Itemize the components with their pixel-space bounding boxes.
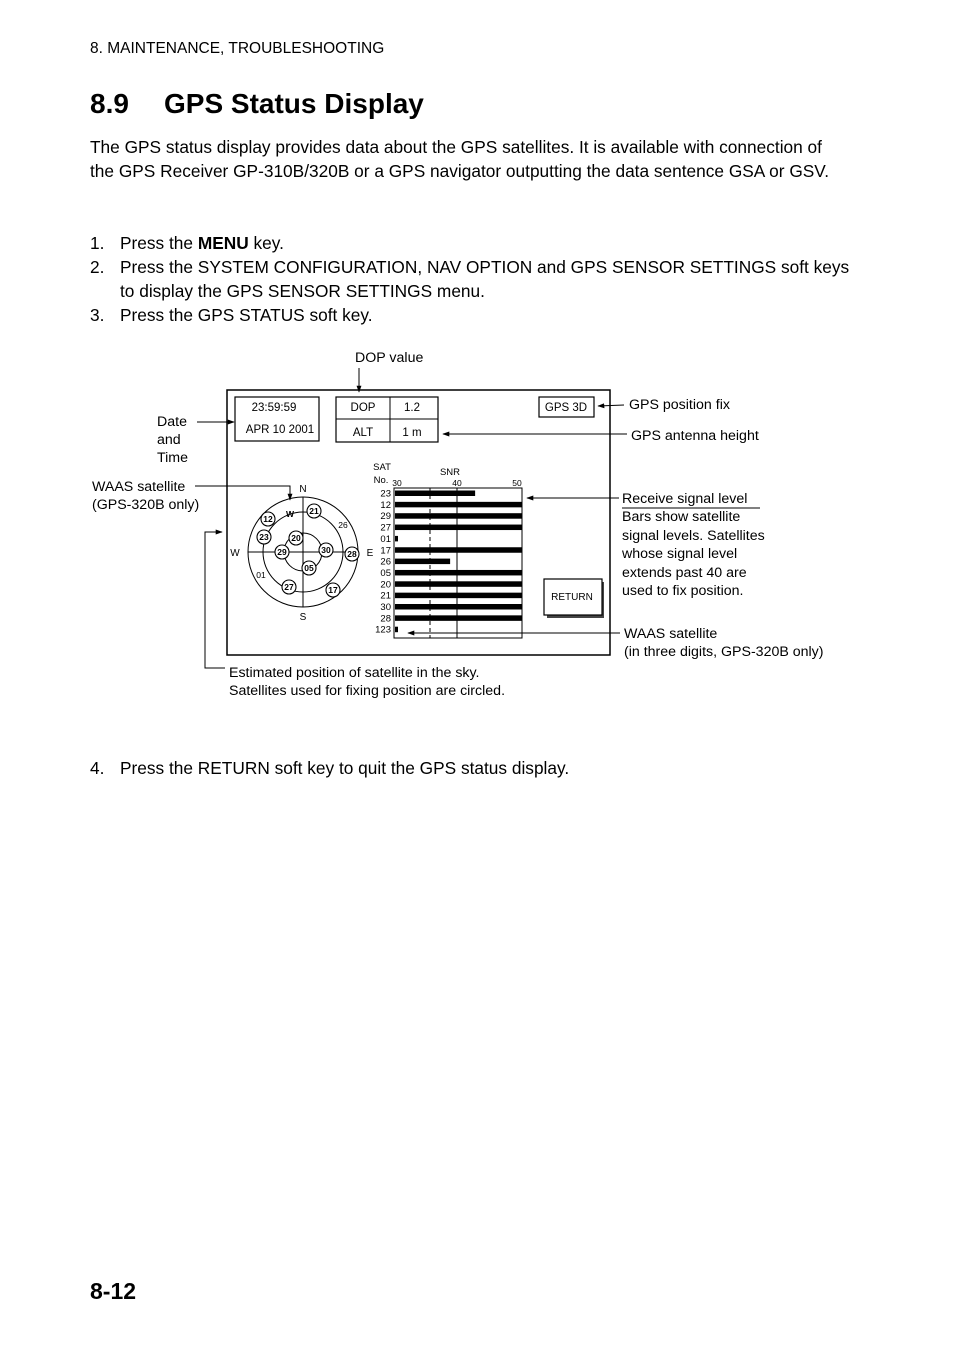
snr-bar: [395, 593, 522, 599]
satellite-id: 27: [284, 582, 294, 592]
snr-sat-label: 123: [375, 624, 391, 636]
sky-satellite: [261, 512, 275, 526]
satellite-id: 30: [321, 545, 331, 555]
callout-sky-2: Satellites used for fixing position are circled.: [229, 683, 506, 699]
satellite-id: 26: [338, 520, 348, 530]
sky-satellite: [307, 504, 321, 518]
snr-bar: [395, 491, 475, 497]
snr-sat-label: 30: [380, 602, 391, 613]
sky-satellite: [257, 530, 271, 544]
step-1: 1. Press the MENU key.: [90, 233, 284, 253]
snr-sat-label: 21: [380, 590, 391, 602]
date-readout: APR 10 2001: [245, 424, 315, 436]
compass-e: E: [366, 548, 374, 559]
sky-satellite: [275, 545, 289, 559]
callout-fix: GPS position fix: [629, 397, 730, 413]
snr-bar: [395, 627, 398, 633]
return-button-label: RETURN: [551, 592, 593, 603]
sat-header-1: SAT: [373, 462, 391, 473]
compass-s: S: [299, 612, 307, 623]
satellite-id: 23: [259, 532, 269, 542]
callout-antenna: GPS antenna height: [631, 428, 759, 444]
snr-sat-label: 26: [380, 556, 391, 568]
satellite-id: 28: [347, 549, 357, 559]
snr-bar: [395, 581, 522, 587]
snr-sat-label: 27: [380, 522, 391, 534]
alt-label: ALT: [352, 427, 374, 439]
compass-n: N: [299, 484, 307, 495]
satellite-id: 12: [263, 514, 273, 524]
dop-label: DOP: [350, 402, 376, 414]
satellite-id: 20: [291, 533, 301, 543]
callout-signal-1: Bars show satellite: [622, 509, 741, 525]
callout-signal-title: Receive signal level: [622, 491, 748, 507]
satellite-id: 05: [304, 563, 314, 573]
sky-satellite: [319, 543, 333, 557]
snr-label: SNR: [439, 467, 461, 478]
section-number: 8.9: [90, 88, 129, 119]
callout-waas-bottom-2: (in three digits, GPS-320B only): [624, 644, 824, 660]
snr-bar: [395, 547, 522, 553]
sky-satellite: [282, 580, 296, 594]
snr-bar: [395, 615, 522, 621]
sky-satellite: [338, 520, 348, 530]
dop-value: 1.2: [404, 402, 420, 414]
callout-signal-5: used to fix position.: [622, 583, 744, 599]
section-title-text: GPS Status Display: [164, 88, 424, 119]
page-number: 8-12: [90, 1278, 137, 1304]
snr-sat-label: 05: [380, 567, 391, 579]
sky-satellite: [256, 570, 266, 580]
satellite-id: 29: [277, 547, 287, 557]
callout-waas-bottom-1: WAAS satellite: [624, 626, 718, 642]
sky-satellite: [302, 561, 316, 575]
sky-satellite: [326, 583, 340, 597]
snr-sat-label: 12: [380, 499, 391, 511]
snr-sat-label: 01: [380, 533, 391, 545]
snr-bar: [395, 536, 398, 542]
callout-date-1: Date: [157, 414, 187, 430]
snr-bar: [395, 502, 522, 508]
satellite-id: 17: [328, 585, 338, 595]
callout-date-2: and: [157, 432, 181, 448]
snr-sat-label: 20: [380, 579, 391, 591]
sky-satellite: [345, 547, 359, 561]
sat-header-2: No.: [373, 475, 389, 486]
callout-signal-4: extends past 40 are: [622, 565, 747, 581]
snr-bar: [395, 559, 450, 565]
sky-satellite: [289, 531, 303, 545]
fix-readout: GPS 3D: [544, 402, 588, 414]
menu-key-name: MENU: [197, 233, 249, 253]
snr-bar: [395, 525, 522, 531]
snr-tick-50: 50: [512, 478, 522, 488]
callout-waas-top-2: (GPS-320B only): [92, 497, 200, 513]
alt-value: 1 m: [402, 427, 422, 439]
callout-dop: DOP value: [355, 350, 424, 366]
callout-signal-3: whose signal level: [622, 546, 738, 562]
step-4: 4. Press the RETURN soft key to quit the GPS status display.: [90, 758, 570, 778]
callout-waas-top-1: WAAS satellite: [92, 479, 186, 495]
snr-sat-label: 23: [380, 488, 391, 500]
callout-sky-1: Estimated position of satellite in the sky.: [229, 665, 480, 681]
snr-sat-label: 17: [380, 545, 391, 557]
intro-paragraph: The GPS status display provides data about the GPS satellites. It is available with connection of the GPS Receiver GP-310B/320B or a GPS navigator outputting the data sentence GSA or GSV.: [90, 137, 830, 181]
snr-bar: [395, 570, 522, 576]
waas-marker: W: [285, 509, 295, 519]
snr-tick-40: 40: [452, 478, 462, 488]
callout-date-3: Time: [157, 450, 189, 466]
compass-w: W: [230, 548, 240, 559]
step-3: 3. Press the GPS STATUS soft key.: [90, 305, 373, 325]
snr-sat-label: 28: [380, 613, 391, 625]
running-header: 8. MAINTENANCE, TROUBLESHOOTING: [90, 40, 385, 57]
snr-bar: [395, 604, 522, 610]
snr-bar: [395, 513, 522, 519]
snr-sat-label: 29: [380, 511, 391, 523]
satellite-id: 21: [309, 506, 319, 516]
step-2: 2. Press the SYSTEM CONFIGURATION, NAV OPTION and GPS SENSOR SETTINGS soft keys to display the GPS SENSOR SETTINGS menu.: [90, 257, 850, 301]
satellite-id: 01: [256, 570, 266, 580]
time-readout: 23:59:59: [251, 402, 297, 414]
snr-tick-30: 30: [392, 478, 402, 488]
callout-signal-2: signal levels. Satellites: [622, 528, 765, 544]
